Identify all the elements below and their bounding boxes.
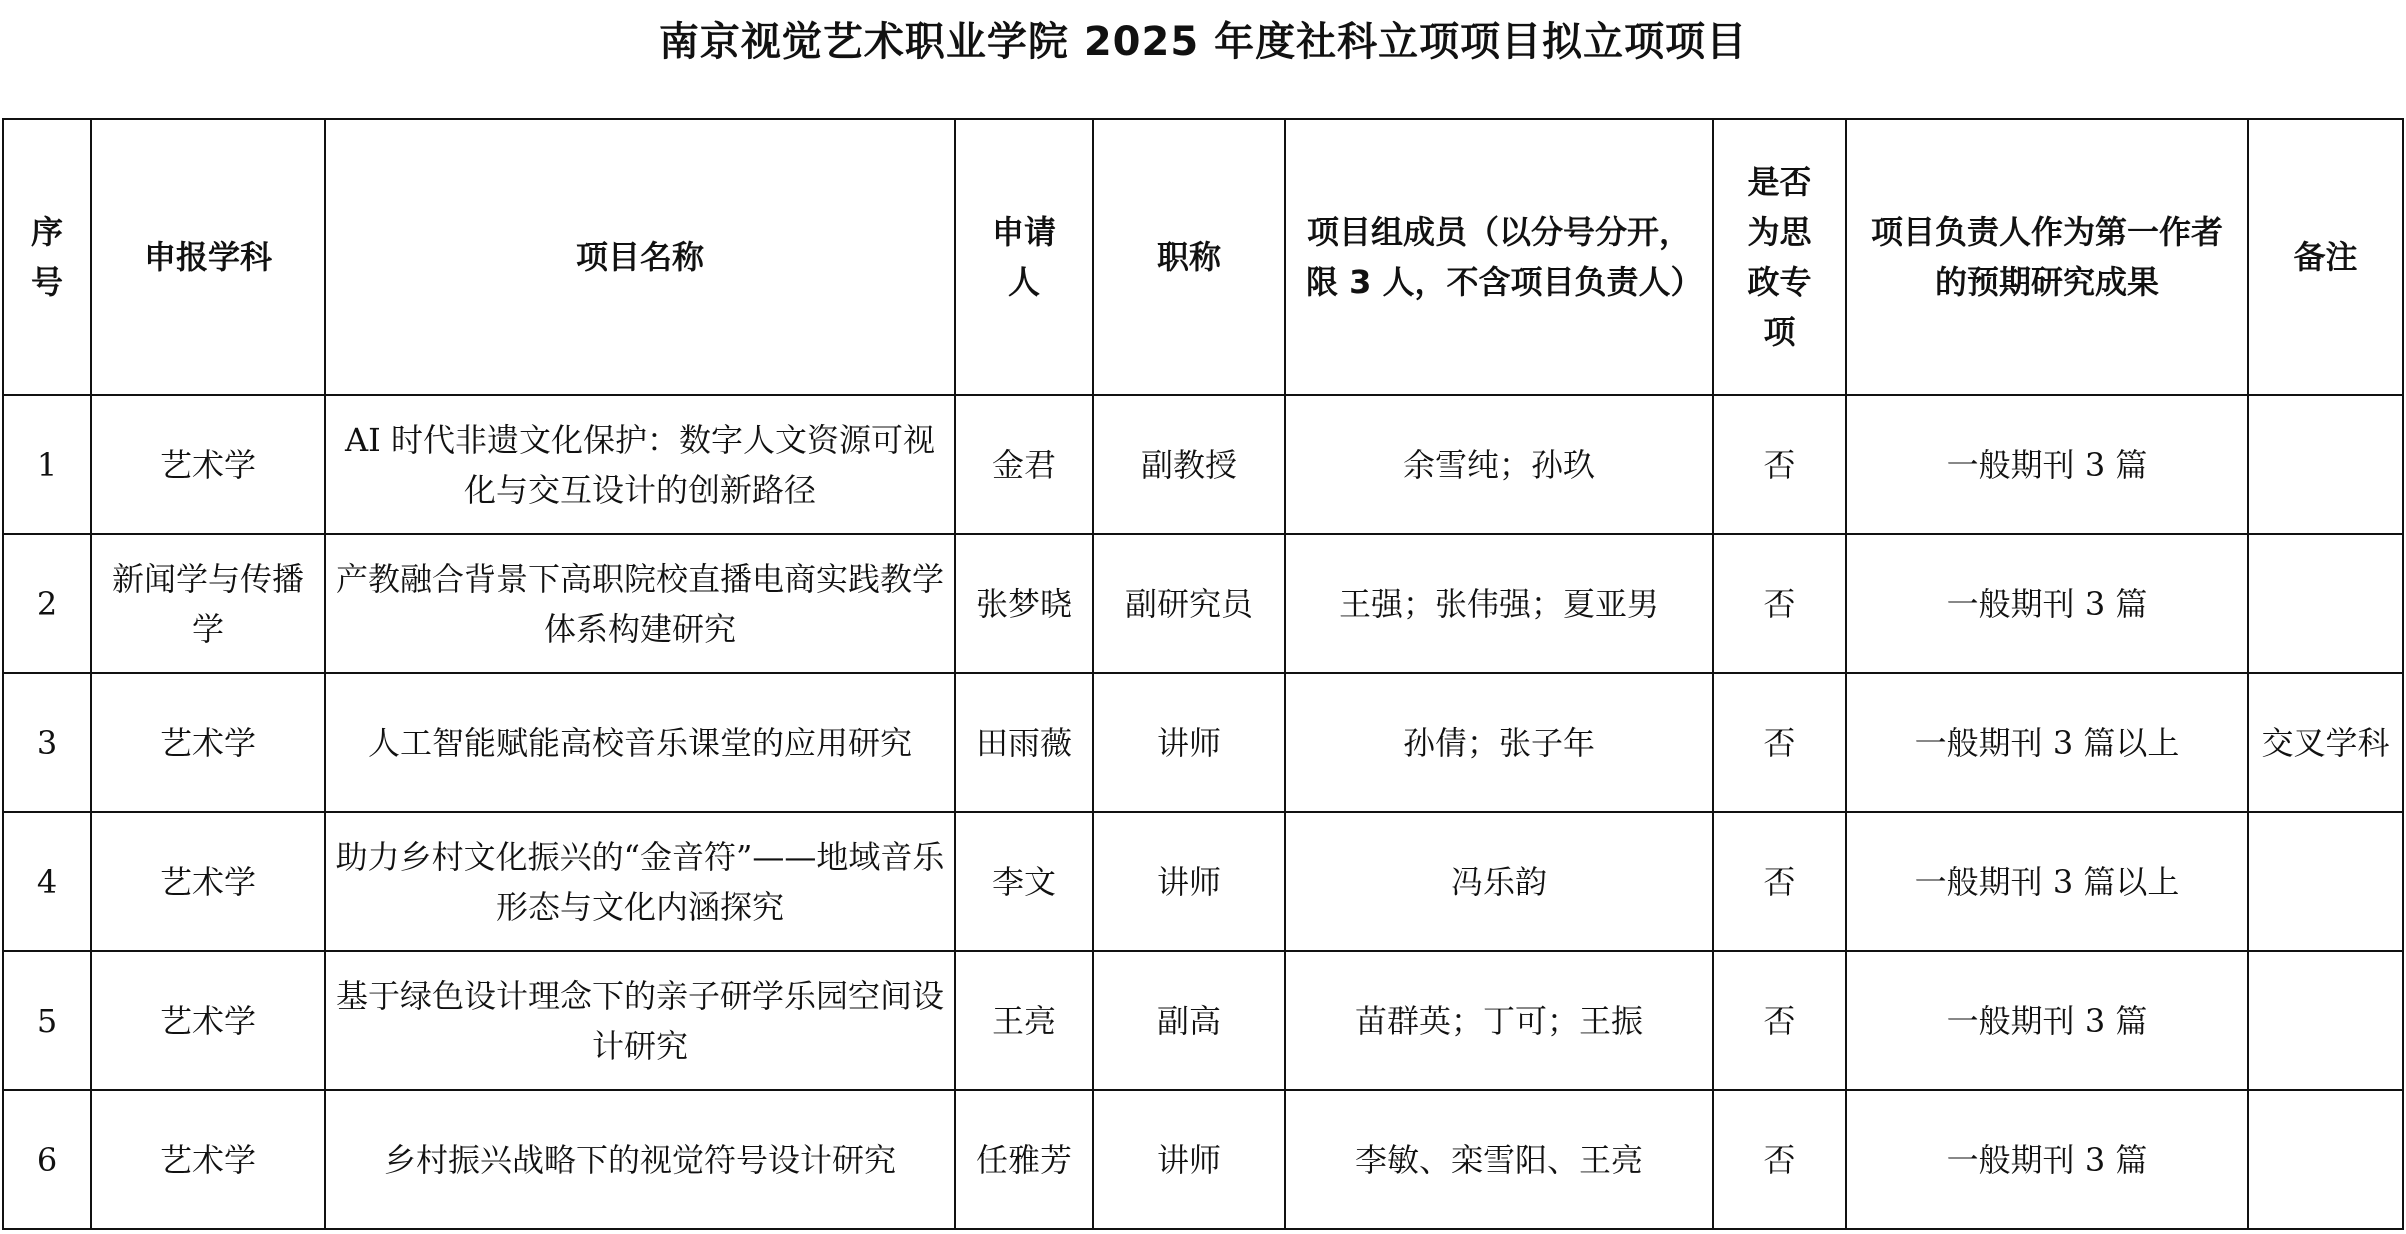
cell-no: 4 — [3, 812, 91, 951]
header-project-name: 项目名称 — [325, 119, 955, 395]
cell-subject: 艺术学 — [91, 1090, 325, 1229]
cell-is-politics: 否 — [1713, 395, 1846, 534]
table-row — [3, 673, 2403, 812]
header-applicant: 申请人 — [955, 119, 1093, 395]
cell-rank: 副教授 — [1093, 395, 1285, 534]
cell-is-politics: 否 — [1713, 673, 1846, 812]
header-outcome: 项目负责人作为第一作者的预期研究成果 — [1846, 119, 2248, 395]
cell-members: 余雪纯；孙玖 — [1285, 395, 1713, 534]
cell-project-name: 人工智能赋能高校音乐课堂的应用研究 — [325, 673, 955, 812]
header-is-politics: 是否为思政专项 — [1713, 119, 1846, 395]
cell-members: 李敏、栾雪阳、王亮 — [1285, 1090, 1713, 1229]
header-subject: 申报学科 — [91, 119, 325, 395]
cell-outcome: 一般期刊 3 篇 — [1846, 1090, 2248, 1229]
cell-rank: 讲师 — [1093, 1090, 1285, 1229]
cell-project-name: 基于绿色设计理念下的亲子研学乐园空间设计研究 — [325, 951, 955, 1090]
projects-table — [2, 118, 2404, 1230]
cell-project-name: 乡村振兴战略下的视觉符号设计研究 — [325, 1090, 955, 1229]
cell-applicant: 任雅芳 — [955, 1090, 1093, 1229]
table-header-row — [3, 119, 2403, 395]
cell-outcome: 一般期刊 3 篇 — [1846, 534, 2248, 673]
cell-is-politics: 否 — [1713, 534, 1846, 673]
cell-subject: 新闻学与传播学 — [91, 534, 325, 673]
header-note: 备注 — [2248, 119, 2403, 395]
cell-project-name: AI 时代非遗文化保护：数字人文资源可视化与交互设计的创新路径 — [325, 395, 955, 534]
header-rank: 职称 — [1093, 119, 1285, 395]
cell-no: 1 — [3, 395, 91, 534]
cell-is-politics: 否 — [1713, 1090, 1846, 1229]
cell-applicant: 张梦晓 — [955, 534, 1093, 673]
cell-note — [2248, 395, 2403, 534]
cell-outcome: 一般期刊 3 篇 — [1846, 395, 2248, 534]
cell-is-politics: 否 — [1713, 812, 1846, 951]
cell-note — [2248, 951, 2403, 1090]
cell-rank: 副研究员 — [1093, 534, 1285, 673]
cell-applicant: 李文 — [955, 812, 1093, 951]
cell-applicant: 金君 — [955, 395, 1093, 534]
cell-no: 6 — [3, 1090, 91, 1229]
cell-members: 王强；张伟强；夏亚男 — [1285, 534, 1713, 673]
cell-applicant: 王亮 — [955, 951, 1093, 1090]
cell-members: 孙倩；张子年 — [1285, 673, 1713, 812]
cell-outcome: 一般期刊 3 篇 — [1846, 951, 2248, 1090]
cell-rank: 讲师 — [1093, 673, 1285, 812]
header-no: 序号 — [3, 119, 91, 395]
cell-note: 交叉学科 — [2248, 673, 2403, 812]
cell-members: 苗群英；丁可；王振 — [1285, 951, 1713, 1090]
cell-no: 3 — [3, 673, 91, 812]
cell-subject: 艺术学 — [91, 673, 325, 812]
table-row — [3, 1090, 2403, 1229]
cell-note — [2248, 812, 2403, 951]
table-row — [3, 812, 2403, 951]
cell-rank: 副高 — [1093, 951, 1285, 1090]
cell-outcome: 一般期刊 3 篇以上 — [1846, 673, 2248, 812]
cell-subject: 艺术学 — [91, 395, 325, 534]
cell-members: 冯乐韵 — [1285, 812, 1713, 951]
cell-rank: 讲师 — [1093, 812, 1285, 951]
page-title: 南京视觉艺术职业学院 2025 年度社科立项项目拟立项项目 — [658, 19, 1748, 65]
cell-no: 5 — [3, 951, 91, 1090]
table-row — [3, 534, 2403, 673]
cell-subject: 艺术学 — [91, 951, 325, 1090]
cell-outcome: 一般期刊 3 篇以上 — [1846, 812, 2248, 951]
cell-no: 2 — [3, 534, 91, 673]
cell-applicant: 田雨薇 — [955, 673, 1093, 812]
cell-is-politics: 否 — [1713, 951, 1846, 1090]
table-row — [3, 395, 2403, 534]
cell-project-name: 产教融合背景下高职院校直播电商实践教学体系构建研究 — [325, 534, 955, 673]
cell-note — [2248, 1090, 2403, 1229]
cell-subject: 艺术学 — [91, 812, 325, 951]
cell-project-name: 助力乡村文化振兴的“金音符”——地域音乐形态与文化内涵探究 — [325, 812, 955, 951]
header-members: 项目组成员（以分号分开，限 3 人，不含项目负责人） — [1285, 119, 1713, 395]
cell-note — [2248, 534, 2403, 673]
table-row — [3, 951, 2403, 1090]
